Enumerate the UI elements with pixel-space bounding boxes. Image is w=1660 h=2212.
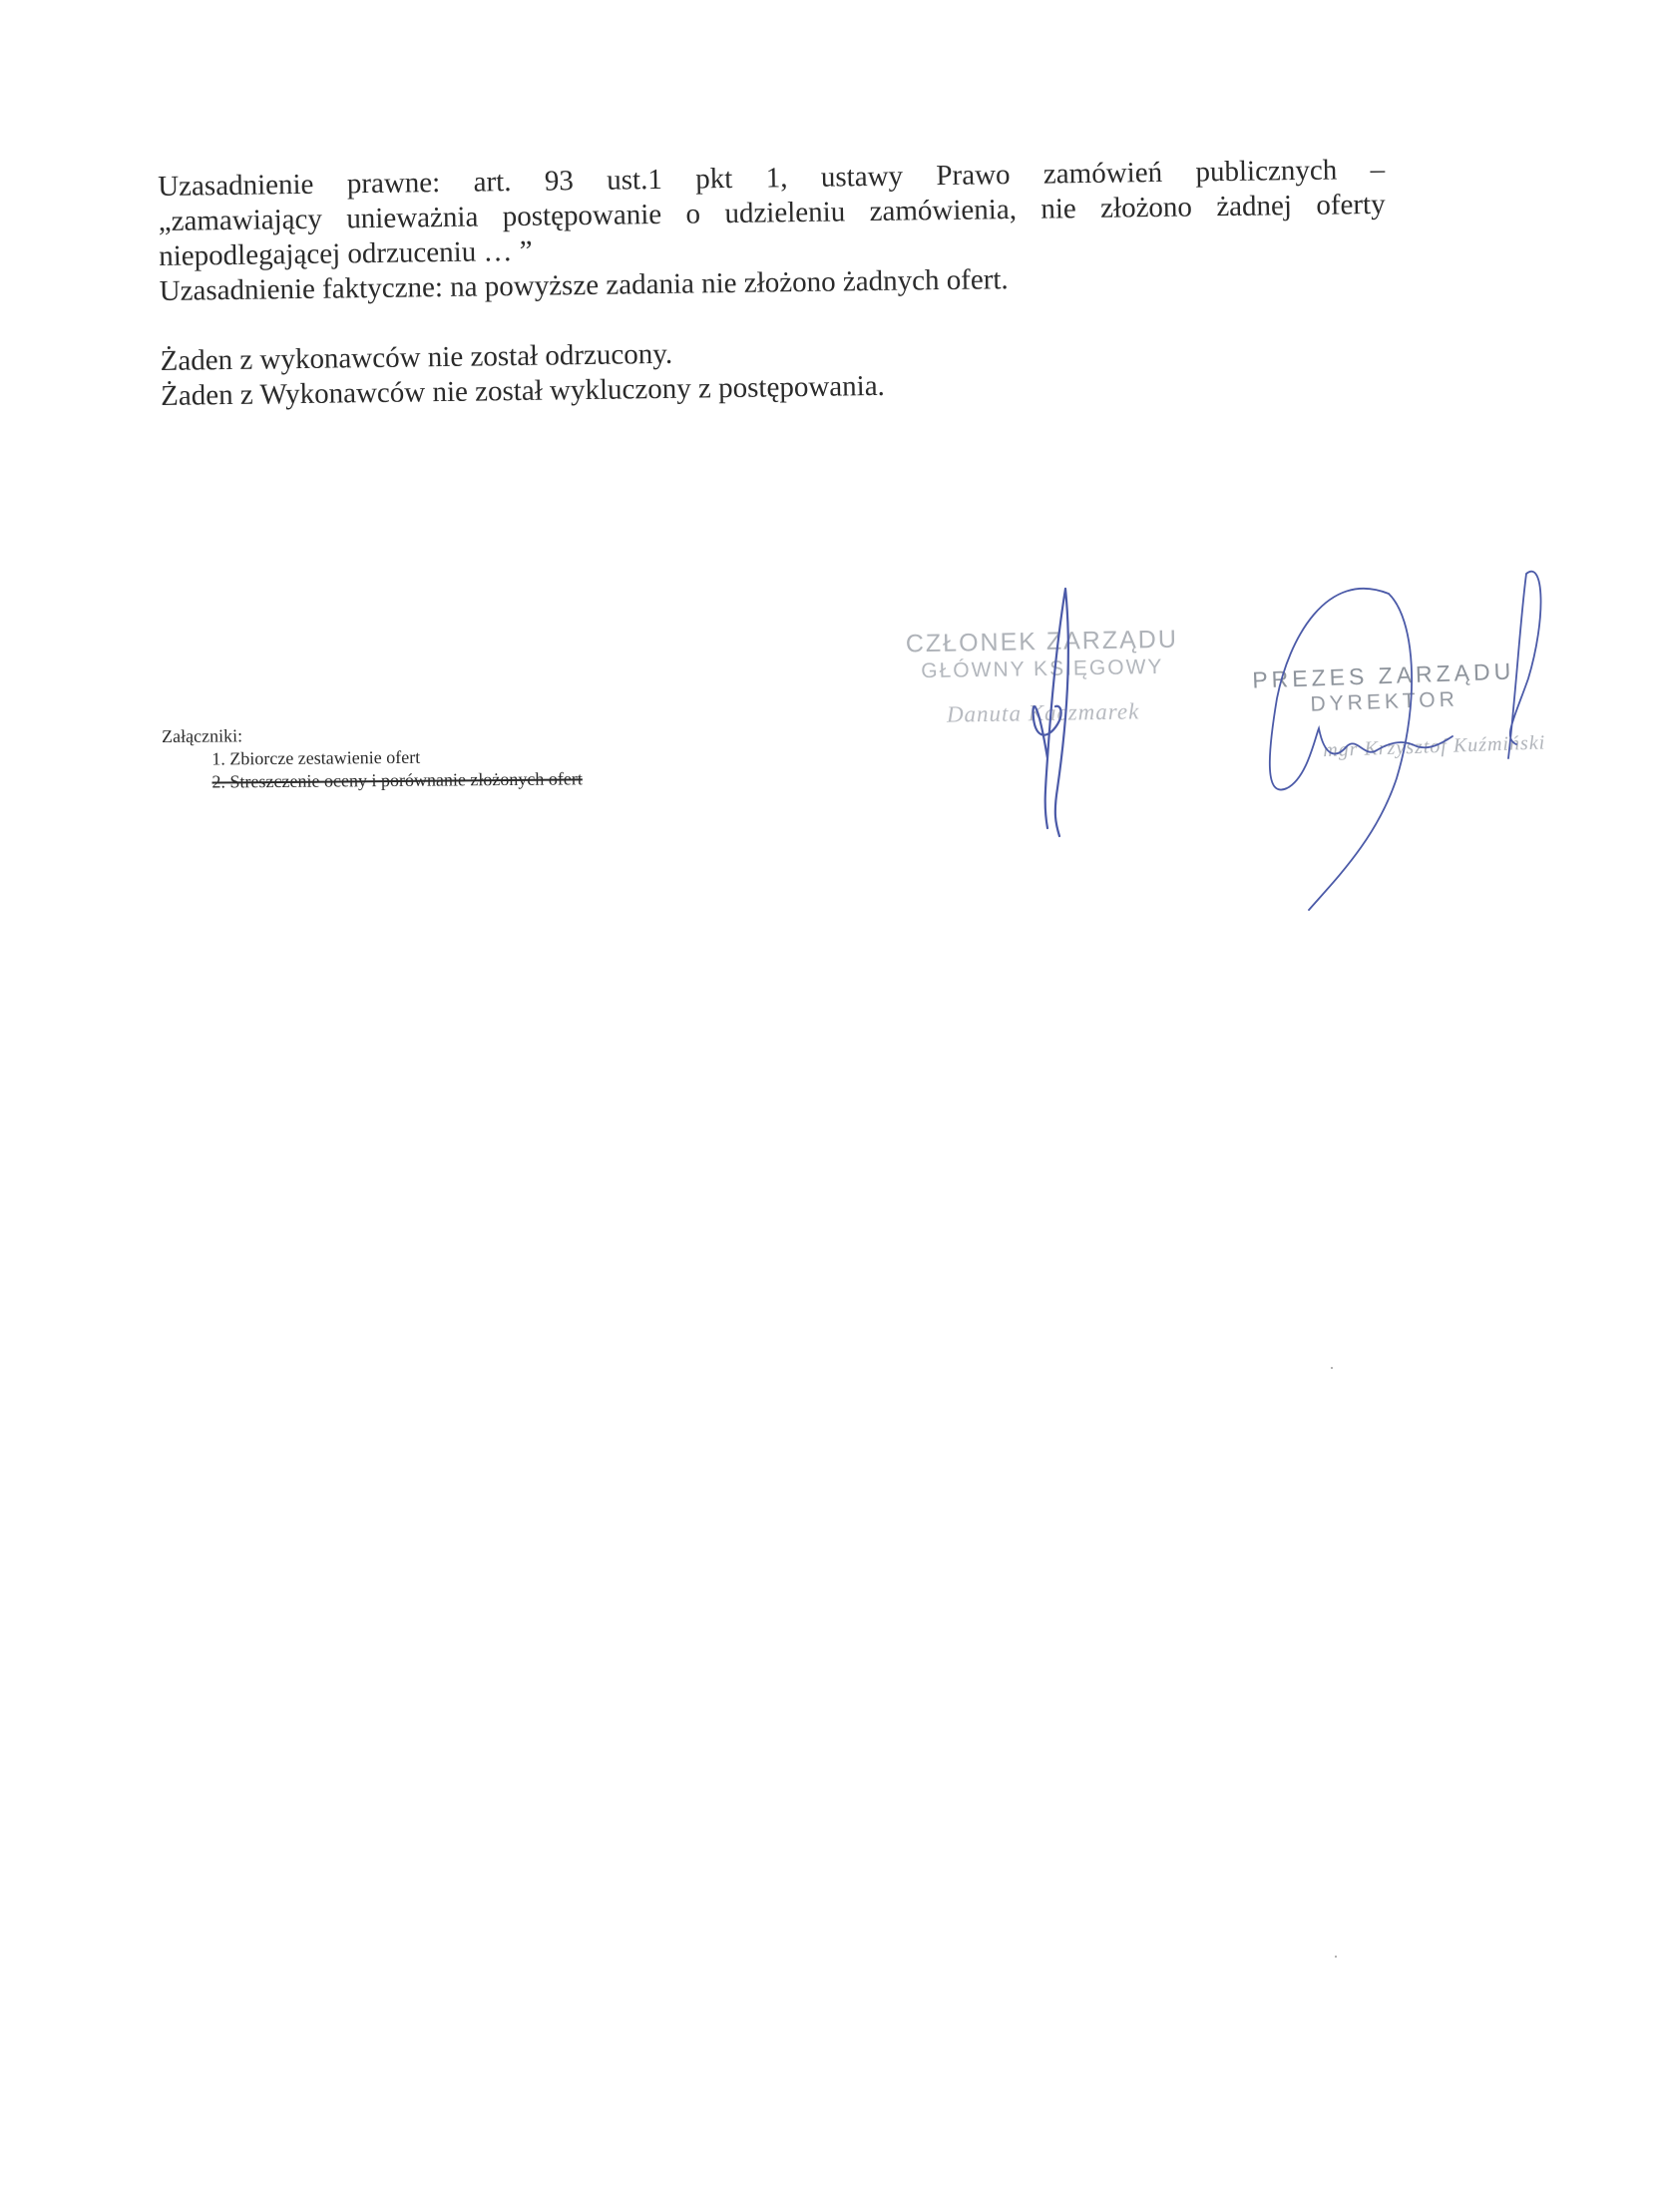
legal-basis-line-1: Uzasadnienie prawne: art. 93 ust.1 pkt 1, ustawy Prawo zamówień publicznych – <box>158 153 1386 203</box>
justification-text <box>158 153 1388 414</box>
legal-basis-line-3: niepodlegającej odrzuceniu … ” <box>158 234 533 272</box>
stamp-left-title: CZŁONEK ZARZĄDU <box>905 625 1179 659</box>
attachment-item-1: 1. Zbiorcze zestawienie ofert <box>211 746 421 769</box>
stamp-right-title: PREZES ZARZĄDU <box>1251 658 1515 693</box>
attachments-list <box>162 721 583 794</box>
stamp-right-subtitle: DYREKTOR <box>1310 687 1459 716</box>
stamp-right-name: mgr Krzysztof Kuźmiński <box>1322 731 1546 762</box>
exclusion-statement: Żaden z Wykonawców nie został wykluczony z postępowania. <box>160 369 886 412</box>
attachment-item-2: 2. Streszczenie oceny i porównanie złożonych ofert <box>211 768 583 792</box>
attachments-heading: Załączniki: <box>162 725 243 746</box>
stamp-left-subtitle: GŁÓWNY KSIĘGOWY <box>921 655 1164 683</box>
scan-speck <box>1335 1956 1337 1958</box>
rejection-statement: Żaden z wykonawców nie został odrzucony. <box>160 337 673 377</box>
legal-basis-line-2: „zamawiający unieważnia postępowanie o udzieleniu zamówienia, nie złożono żadnej oferty <box>158 188 1386 237</box>
stamp-board-member <box>877 624 1208 731</box>
stamp-president <box>1223 657 1545 766</box>
stamp-left-name: Danuta Kaczmarek <box>946 698 1140 727</box>
factual-basis: Uzasadnienie faktyczne: na powyższe zadania nie złożono żadnych ofert. <box>159 263 1009 307</box>
scan-speck <box>1331 1367 1333 1369</box>
